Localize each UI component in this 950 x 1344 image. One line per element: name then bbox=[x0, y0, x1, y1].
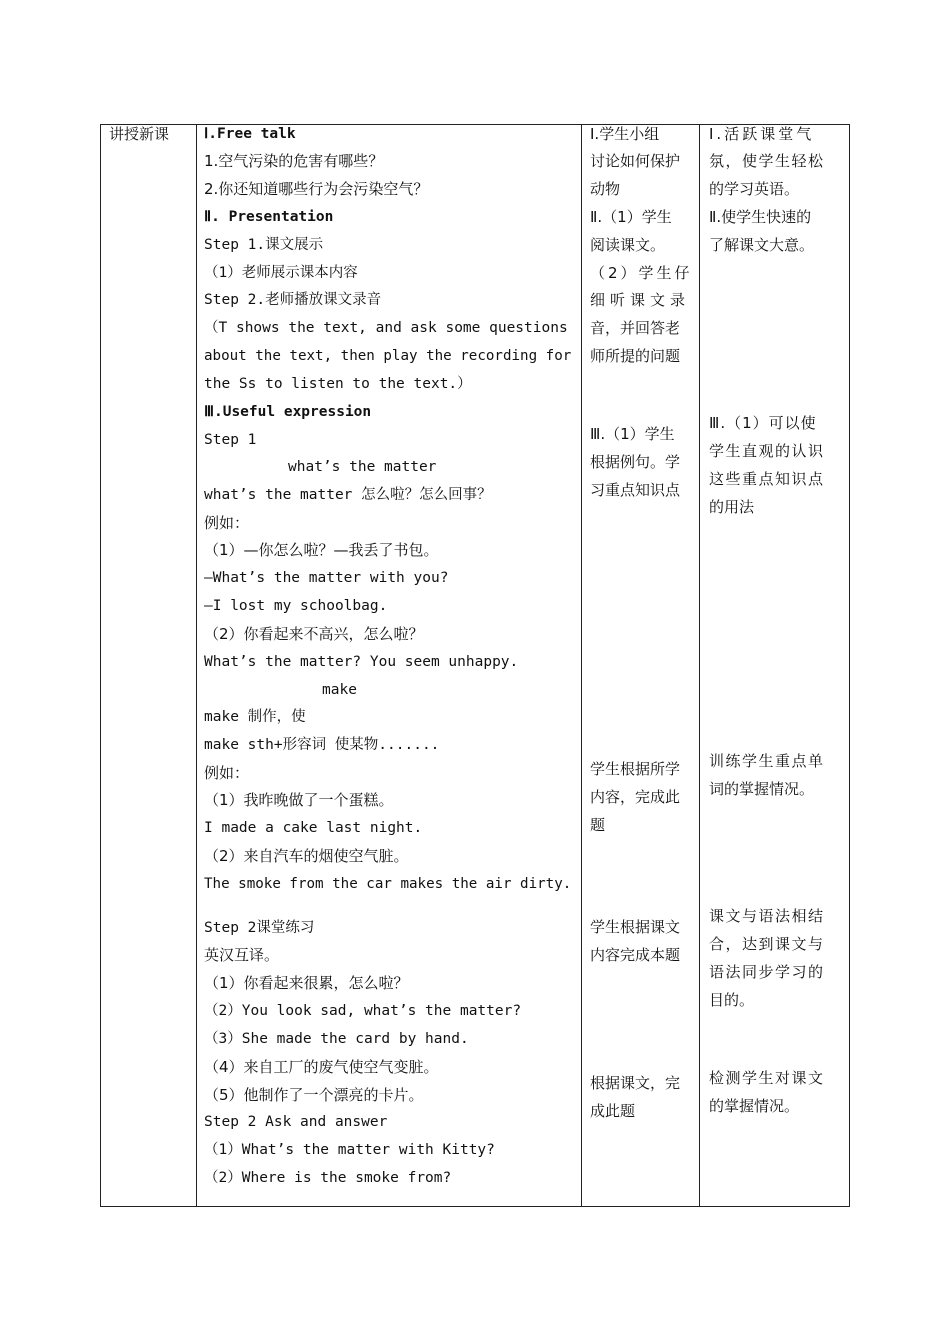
activity-line: 动物 bbox=[590, 180, 621, 198]
content-line: Step 2.老师播放课文录音 bbox=[204, 292, 382, 308]
content-line: what’s the matter 怎么啦？怎么回事？ bbox=[204, 487, 492, 503]
activity-line: 根据课文，完 bbox=[590, 1074, 681, 1092]
activity-line: Ⅱ.（1）学生 bbox=[590, 208, 672, 226]
content-line: （2）来自汽车的烟使空气脏。 bbox=[204, 847, 409, 865]
content-line: make bbox=[322, 682, 357, 698]
intent-line: 这些重点知识点 bbox=[709, 470, 825, 488]
content-line: The smoke from the car makes the air dirty. bbox=[204, 876, 572, 892]
intent-line: 目的。 bbox=[709, 991, 755, 1009]
intent-line: Ⅱ.使学生快速的 bbox=[709, 208, 812, 226]
content-line: （3）She made the card by hand. bbox=[204, 1031, 469, 1047]
activity-line: 音，并回答老 bbox=[590, 319, 681, 337]
content-line: What’s the matter? You seem unhappy. bbox=[204, 654, 519, 670]
content-line: Ⅱ. Presentation bbox=[204, 209, 334, 225]
content-line: —What’s the matter with you? bbox=[204, 570, 449, 586]
content-line: （2）You look sad, what’s the matter? bbox=[204, 1003, 522, 1019]
activity-line: 细听课文录 bbox=[590, 291, 691, 309]
intent-line: Ⅰ.活跃课堂气 bbox=[709, 125, 815, 143]
activity-line bbox=[590, 124, 690, 144]
intent-line: 检测学生对课文 bbox=[709, 1069, 825, 1087]
intent-line: 学生直观的认识 bbox=[709, 442, 825, 460]
content-line: Step 1 bbox=[204, 432, 257, 448]
intent-line: 词的掌握情况。 bbox=[709, 780, 815, 798]
content-line: （2）你看起来不高兴，怎么啦？ bbox=[204, 625, 424, 643]
content-line bbox=[204, 318, 572, 338]
activity-line: 成此题 bbox=[590, 1102, 636, 1120]
content-line: Step 2 Ask and answer bbox=[204, 1114, 388, 1130]
content-line: （5）他制作了一个漂亮的卡片。 bbox=[204, 1086, 424, 1104]
content-line: the Ss to listen to the text.） bbox=[204, 376, 472, 392]
activity-line: 师所提的问题 bbox=[590, 347, 681, 365]
column-divider bbox=[581, 125, 582, 1206]
content-line: （2）Where is the smoke from? bbox=[204, 1170, 452, 1186]
content-line: （1）What’s the matter with Kitty? bbox=[204, 1142, 495, 1158]
content-line: Ⅰ.Free talk bbox=[204, 126, 296, 142]
intent-line: 合，达到课文与 bbox=[709, 935, 825, 953]
content-line: 1.空气污染的危害有哪些？ bbox=[204, 152, 384, 170]
activity-line: 题 bbox=[590, 816, 606, 834]
content-line: Step 2课堂练习 bbox=[204, 920, 315, 936]
activity-line: 学生根据所学 bbox=[590, 760, 681, 778]
column-divider bbox=[699, 125, 700, 1206]
content-line: make 制作，使 bbox=[204, 709, 306, 725]
activity-line: （2）学生仔 bbox=[590, 264, 693, 282]
content-line: （4）来自工厂的废气使空气变脏。 bbox=[204, 1058, 439, 1076]
content-line: —I lost my schoolbag. bbox=[204, 598, 388, 614]
content-line: （1）我昨晚做了一个蛋糕。 bbox=[204, 791, 394, 809]
activity-line: 内容，完成此 bbox=[590, 788, 681, 806]
intent-line: 的用法 bbox=[709, 498, 755, 516]
content-line: 英汉互译。 bbox=[204, 946, 280, 964]
intent-line: 氛，使学生轻松 bbox=[709, 152, 825, 170]
content-line: 例如： bbox=[204, 764, 250, 782]
content-text: （T shows the text, and ask some questions bbox=[204, 320, 568, 336]
intent-line: 训练学生重点单 bbox=[709, 752, 825, 770]
content-line: （1）你看起来很累，怎么啦？ bbox=[204, 974, 409, 992]
activity-line: 学生根据课文 bbox=[590, 918, 681, 936]
activity-text: Ⅰ.学生小组 bbox=[590, 125, 660, 143]
intent-line: 了解课文大意。 bbox=[709, 236, 815, 254]
activity-line: Ⅲ.（1）学生 bbox=[590, 425, 675, 443]
intent-line: 的学习英语。 bbox=[709, 180, 800, 198]
intent-line: 的掌握情况。 bbox=[709, 1097, 800, 1115]
intent-line: 语法同步学习的 bbox=[709, 963, 825, 981]
content-line: （1）老师展示课本内容 bbox=[204, 265, 358, 281]
content-line: Step 1.课文展示 bbox=[204, 237, 324, 253]
content-line: about the text, then play the recording for bbox=[204, 348, 572, 364]
activity-line: 讨论如何保护 bbox=[590, 152, 681, 170]
content-line: 2.你还知道哪些行为会污染空气？ bbox=[204, 180, 429, 198]
intent-line: Ⅲ.（1）可以使 bbox=[709, 414, 817, 432]
activity-line: 内容完成本题 bbox=[590, 946, 681, 964]
content-line: 例如： bbox=[204, 514, 250, 532]
content-line: I made a cake last night. bbox=[204, 820, 423, 836]
intent-line: 课文与语法相结 bbox=[709, 907, 825, 925]
activity-line: 阅读课文。 bbox=[590, 236, 666, 254]
content-line: （1）—你怎么啦？—我丢了书包。 bbox=[204, 541, 439, 559]
section-label: 讲授新课 bbox=[109, 125, 170, 143]
content-line: Ⅲ.Useful expression bbox=[204, 404, 372, 420]
content-line: make sth+形容词 使某物....... bbox=[204, 737, 440, 753]
activity-line: 根据例句。学 bbox=[590, 453, 681, 471]
content-line: what’s the matter bbox=[288, 459, 437, 475]
column-divider bbox=[196, 125, 197, 1206]
activity-line: 习重点知识点 bbox=[590, 481, 681, 499]
